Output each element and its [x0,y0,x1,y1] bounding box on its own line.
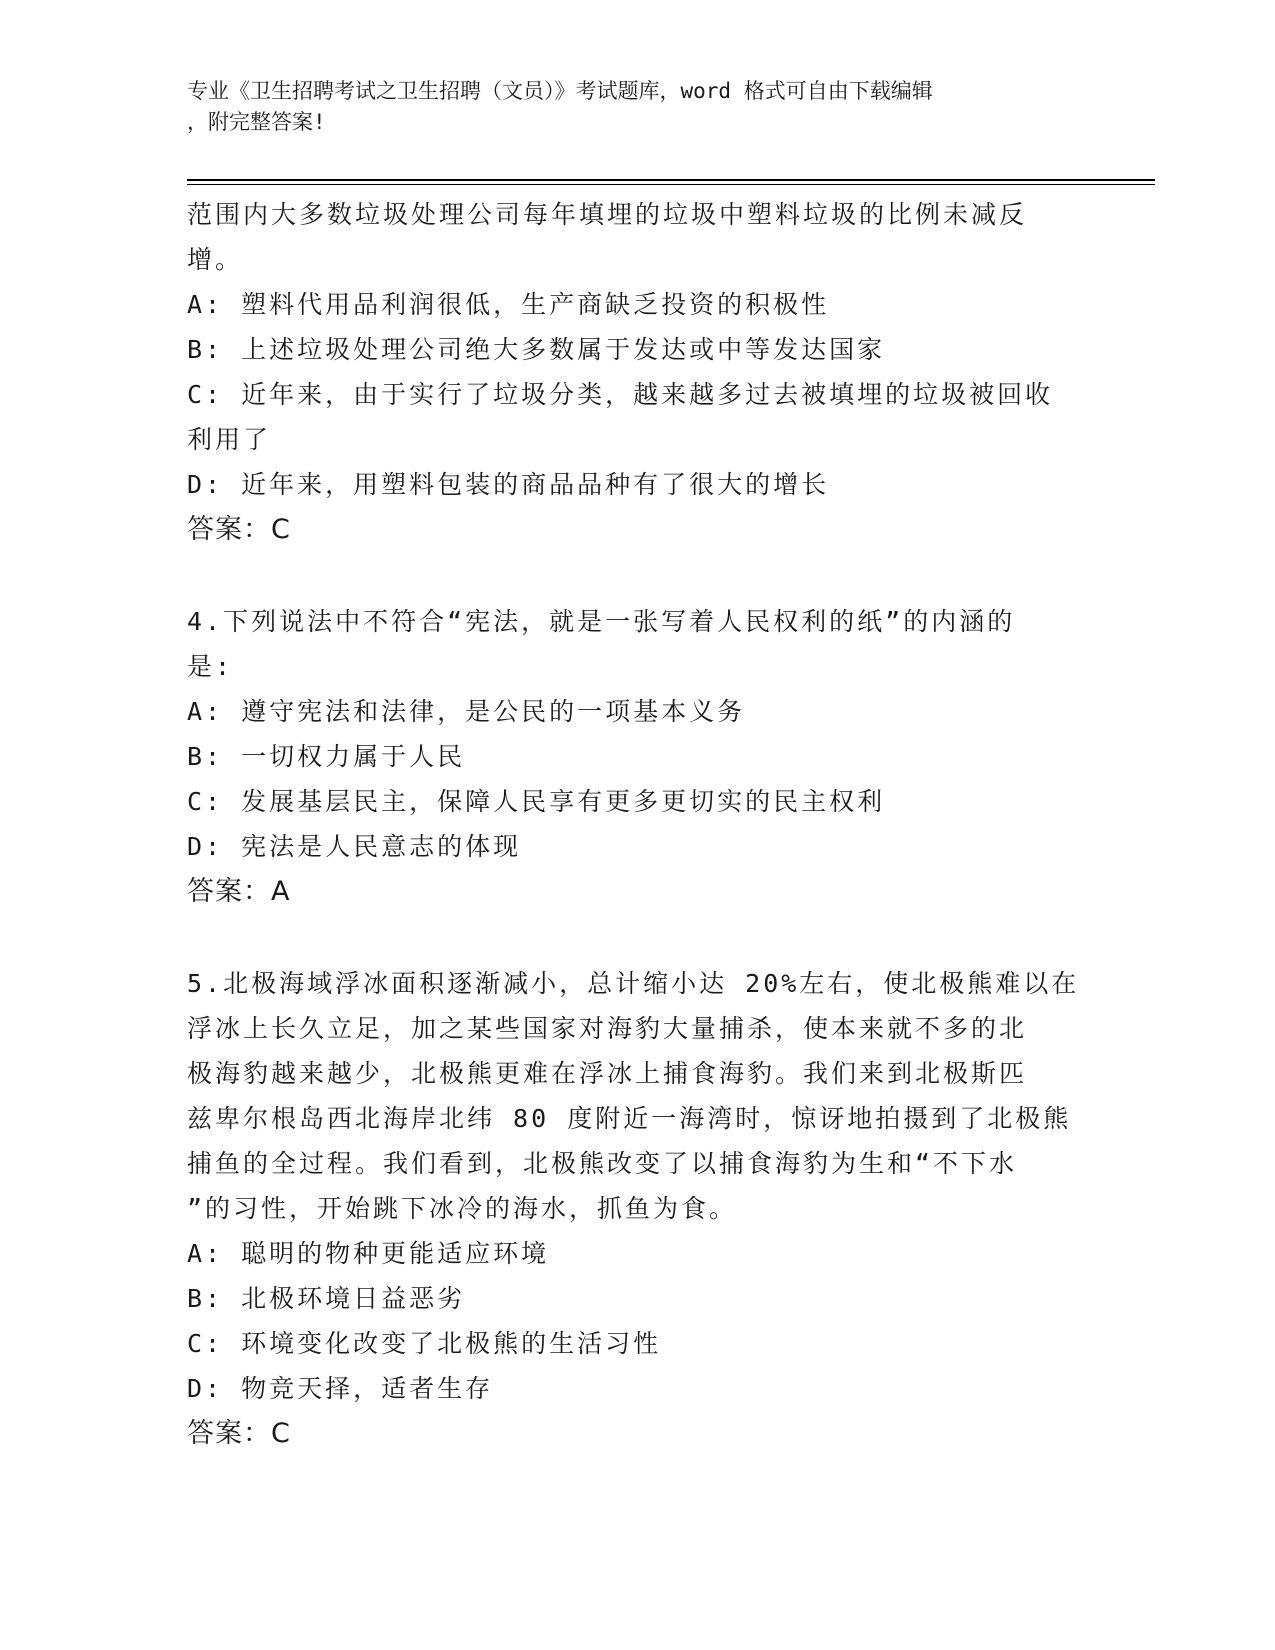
question-3-option-b: B: 上述垃圾处理公司绝大多数属于发达或中等发达国家 [187,335,886,364]
question-4 [187,599,1087,914]
question-4-option-b: B: 一切权力属于人民 [187,742,466,771]
question-5 [187,961,1087,1456]
question-4-option-a: A: 遵守宪法和法律，是公民的一项基本义务 [187,697,746,726]
question-3-option-c-line-1: C: 近年来，由于实行了垃圾分类，越来越多过去被填埋的垃圾被回收 [187,380,1054,409]
question-4-option-c: C: 发展基层民主，保障人民享有更多更切实的民主权利 [187,787,886,816]
question-4-stem-line-1: 4.下列说法中不符合“宪法，就是一张写着人民权利的纸”的内涵的 [187,607,1016,636]
question-spacer [187,914,1087,961]
question-3-option-a: A: 塑料代用品利润很低，生产商缺乏投资的积极性 [187,290,830,319]
page-header [187,76,1087,138]
header-line-2: ，附完整答案! [187,110,326,134]
question-3-stem-line-2: 增。 [187,245,244,274]
question-3-option-c-line-2: 利用了 [187,425,272,454]
question-5-stem-line-3: 极海豹越来越少，北极熊更难在浮冰上捕食海豹。我们来到北极斯匹 [187,1059,1028,1088]
question-3-stem-line-1: 范围内大多数垃圾处理公司每年填埋的垃圾中塑料垃圾的比例未减反 [187,200,1028,229]
header-rule-thick [187,179,1155,181]
question-5-option-a: A: 聪明的物种更能适应环境 [187,1239,550,1268]
header-rule-thin [187,184,1155,185]
question-3-answer: 答案：C [187,514,291,545]
question-5-stem-line-1: 5.北极海域浮冰面积逐渐减小，总计缩小达 20%左右，使北极熊难以在 [187,969,1080,998]
header-line-1: 专业《卫生招聘考试之卫生招聘（文员）》考试题库，word 格式可自由下载编辑 [187,79,933,103]
question-5-stem-line-6: ”的习性，开始跳下冰冷的海水，抓鱼为食。 [187,1194,738,1223]
question-4-answer: 答案：A [187,876,291,907]
document-body [187,192,1087,1456]
question-5-option-b: B: 北极环境日益恶劣 [187,1284,466,1313]
question-5-option-c: C: 环境变化改变了北极熊的生活习性 [187,1329,662,1358]
question-5-stem-line-2: 浮冰上长久立足，加之某些国家对海豹大量捕杀，使本来就不多的北 [187,1014,1028,1043]
question-3 [187,192,1087,552]
question-4-stem-line-2: 是: [187,652,234,681]
question-5-stem-line-4: 兹卑尔根岛西北海岸北纬 80 度附近一海湾时，惊讶地拍摄到了北极熊 [187,1104,1072,1133]
question-5-stem-line-5: 捕鱼的全过程。我们看到，北极熊改变了以捕食海豹为生和“不下水 [187,1149,1018,1178]
question-3-option-d: D: 近年来，用塑料包装的商品品种有了很大的增长 [187,470,830,499]
question-5-option-d: D: 物竞天择，适者生存 [187,1374,494,1403]
question-5-answer: 答案：C [187,1418,291,1449]
question-spacer [187,552,1087,599]
question-4-option-d: D: 宪法是人民意志的体现 [187,832,522,861]
